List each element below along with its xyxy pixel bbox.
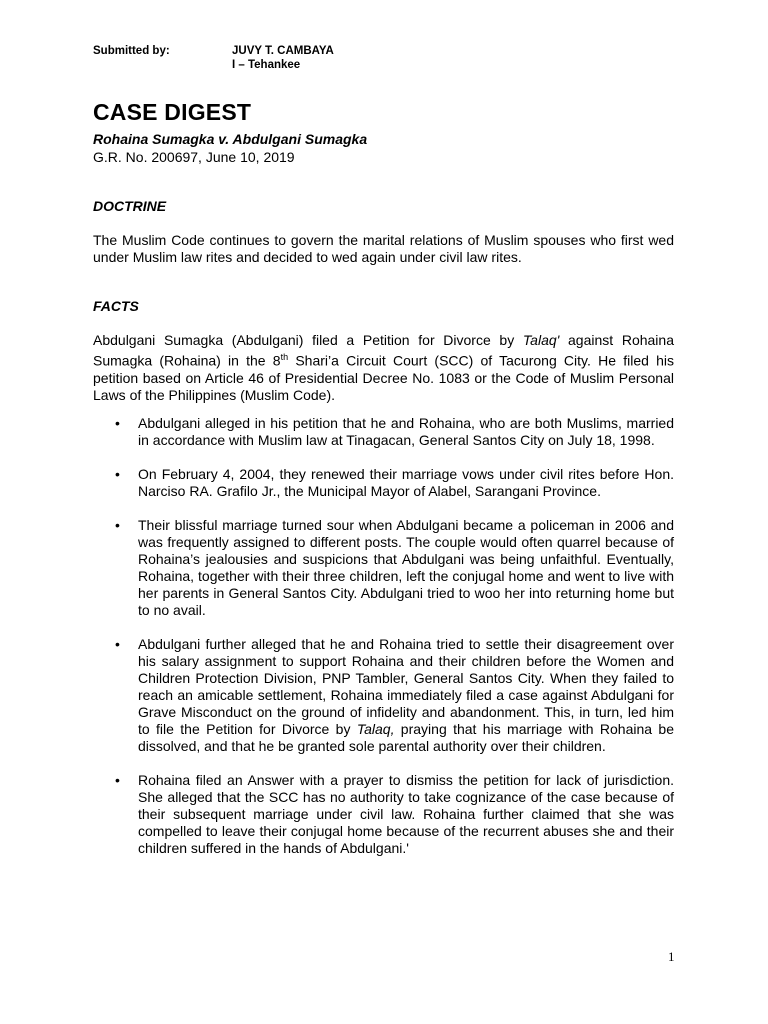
submitted-by-label: Submitted by: — [93, 45, 170, 57]
submitter-name: JUVY T. CAMBAYA — [232, 45, 334, 57]
facts-intro-part2: against Rohaina Sumagka (Rohaina) in the 8 — [93, 332, 674, 369]
facts-intro-part3: Shari’a Circuit Court (SCC) of Tacurong City. He filed his petition based on Article 46 of Presidential Decree No. 1083 or the Code of Muslim Personal Laws of the Philippines (Muslim Code). — [93, 352, 674, 403]
list-item — [93, 636, 674, 755]
list-item-text: On February 4, 2004, they renewed their marriage vows under civil rites before Hon. Narciso RA. Grafilo Jr., the Municipal Mayor of Alabel, Sarangani Province. — [138, 466, 674, 499]
facts-intro-part1: Abdulgani Sumagka (Abdulgani) filed a Petition for Divorce by — [93, 332, 523, 348]
list-item-text: Abdulgani alleged in his petition that he and Rohaina, who are both Muslims, married in accordance with Muslim law at Tinagacan, General Santos City on July 18, 1998. — [138, 415, 674, 448]
bullet-marker: • — [115, 466, 120, 482]
submitter-section: I – Tehankee — [232, 59, 301, 71]
bullet-marker: • — [115, 772, 120, 788]
bullet-marker: • — [115, 636, 120, 652]
talaq-term: Talaq' — [522, 332, 560, 348]
bullet4-part2: praying that his marriage with Rohaina be dissolved, and that he be granted sole parental authority over their children. — [138, 721, 674, 754]
list-item — [93, 772, 674, 857]
gr-number: G.R. No. 200697, June 10, 2019 — [93, 149, 295, 165]
list-item-text: Their blissful marriage turned sour when Abdulgani became a policeman in 2006 and was frequently assigned to different posts. The couple would often quarrel because of Rohaina’s jealousies and suspicions that Abdulgani was being unfaithful. Eventually, Rohaina, together with their three children, left the conjugal home and went to live with her parents in General Santos City. Abdulgani tried to woo her into returning home but to no avail. — [138, 517, 674, 618]
bullet-marker: • — [115, 517, 120, 533]
facts-intro — [93, 332, 674, 404]
ordinal-suffix: th — [280, 352, 289, 362]
list-item — [93, 415, 674, 449]
page-title: CASE DIGEST — [93, 99, 252, 125]
facts-heading: FACTS — [93, 298, 139, 314]
page-number: 1 — [668, 949, 675, 964]
facts-bullet-list — [93, 415, 674, 874]
doctrine-heading: DOCTRINE — [93, 198, 167, 214]
case-name: Rohaina Sumagka v. Abdulgani Sumagka — [93, 131, 368, 147]
list-item-text — [138, 636, 674, 754]
bullet-marker: • — [115, 415, 120, 431]
list-item — [93, 466, 674, 500]
doctrine-text: The Muslim Code continues to govern the marital relations of Muslim spouses who first wed under Muslim law rites and decided to wed again under civil law rites. — [93, 232, 674, 265]
bullet4-part1: Abdulgani further alleged that he and Rohaina tried to settle their disagreement over his salary assignment to support Rohaina and their children before the Women and Children Protection Division, PNP Tambler, General Santos City. When they failed to reach an amicable settlement, Rohaina immediately filed a case against Abdulgani for Grave Misconduct on the ground of infidelity and abandonment. This, in turn, led him to file the Petition for Divorce by — [138, 636, 674, 737]
talaq-term: Talaq, — [356, 721, 395, 737]
list-item — [93, 517, 674, 619]
list-item-text: Rohaina filed an Answer with a prayer to dismiss the petition for lack of jurisdiction. She alleged that the SCC has no authority to take cognizance of the case because of their subsequent marriage under civil law. Rohaina further claimed that she was compelled to leave their conjugal home because of the recurrent abuses she and their children suffered in the hands of Abdulgani.' — [138, 772, 674, 856]
